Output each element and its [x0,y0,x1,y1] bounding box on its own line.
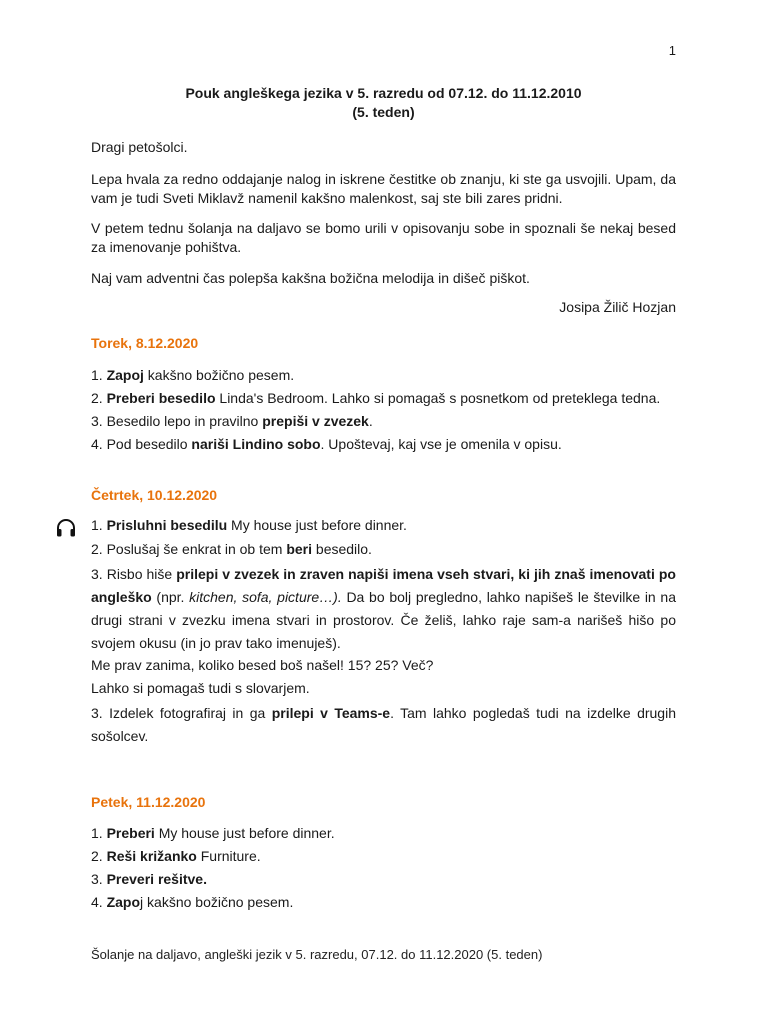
friday-item-3: 3. Preveri rešitve. [91,871,207,887]
page-footer: Šolanje na daljavo, angleški jezik v 5. razredu, 07.12. do 11.12.2020 (5. teden) [91,947,543,962]
tuesday-item-2: 2. Preberi besedilo Linda's Bedroom. Lahko si pomagaš s posnetkom od preteklega tedna. [91,390,661,406]
thursday-item-1: 1. Prisluhni besedilu My house just before dinner. [91,517,407,533]
friday-item-4: 4. Zapoj kakšno božično pesem. [91,894,294,910]
thursday-item-3: 3. Risbo hiše prilepi v zvezek in zraven napiši imena vseh stvari, ki jih znaš imenovati po angleško (npr. kitchen, sofa, picture…). Da bo bolj pregledno, lahko napišeš le številke in na drugi strani v zvezku imena stvari in prostorov. Če želiš, lahko raje sam-a narišeš hišo po svojem okusu (in jo prav tako imenuješ). [91,566,676,651]
thursday-line-a: Me prav zanima, koliko besed boš našel! 15? 25? Več? [91,657,434,673]
title-line-1: Pouk angleškega jezika v 5. razredu od 07.12. do 11.12.2010 [185,85,582,101]
intro-paragraph-2: V petem tednu šolanja na daljavo se bomo urili v opisovanju sobe in spoznali še nekaj besed za imenovanje pohištva. [91,220,676,255]
title-line-2: (5. teden) [352,104,415,120]
intro-paragraph-1: Lepa hvala za redno oddajanje nalog in iskrene čestitke ob znanju, ki ste ga usvojili. Upam, da vam je tudi Sveti Miklavž namenil kakšno malenkost, saj ste bili zares pridni. [91,171,676,206]
thursday-heading: Četrtek, 10.12.2020 [91,487,218,503]
tuesday-item-1: 1. Zapoj kakšno božično pesem. [91,367,295,383]
signature: Josipa Žilič Hozjan [559,299,676,315]
page-number: 1 [668,43,676,58]
friday-item-1: 1. Preberi My house just before dinner. [91,825,335,841]
friday-heading: Petek, 11.12.2020 [91,794,206,810]
tuesday-item-3: 3. Besedilo lepo in pravilno prepiši v zvezek. [91,413,373,429]
tuesday-heading: Torek, 8.12.2020 [91,335,199,351]
headphones-icon [55,518,77,538]
tuesday-item-4: 4. Pod besedilo nariši Lindino sobo. Upoštevaj, kaj vse je omenila v opisu. [91,436,562,452]
greeting: Dragi petošolci. [91,139,188,155]
friday-item-2: 2. Reši križanko Furniture. [91,848,261,864]
document-title [91,84,676,122]
thursday-line-b: Lahko si pomagaš tudi s slovarjem. [91,680,310,696]
intro-paragraph-3: Naj vam adventni čas polepša kakšna božična melodija in dišeč piškot. [91,270,530,286]
thursday-item-4: 3. Izdelek fotografiraj in ga prilepi v Teams-e. Tam lahko pogledaš tudi na izdelke drugih sošolcev. [91,705,676,744]
thursday-item-2: 2. Poslušaj še enkrat in ob tem beri besedilo. [91,541,372,557]
